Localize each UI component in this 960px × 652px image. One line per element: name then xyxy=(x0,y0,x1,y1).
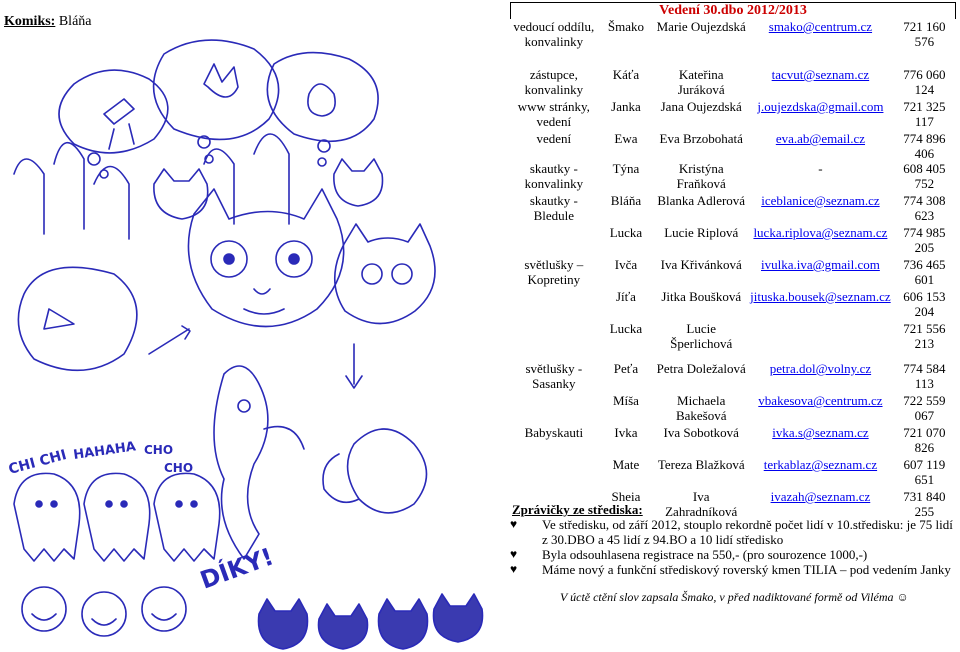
contact-email[interactable]: petra.dol@volny.cz xyxy=(769,361,872,376)
contact-nickname: Bláňa xyxy=(610,193,642,208)
contact-phone: 774 896 406 xyxy=(903,131,946,161)
contact-email[interactable]: ivka.s@seznam.cz xyxy=(772,425,869,440)
cat-body xyxy=(348,429,427,513)
contact-phone: 736 465 601 xyxy=(903,257,946,287)
contact-row xyxy=(510,193,956,225)
contact-role: Babyskauti xyxy=(524,425,584,440)
contact-phone: 721 325 117 xyxy=(903,99,946,129)
contact-row xyxy=(510,289,956,321)
contact-nickname: Peťa xyxy=(613,361,639,376)
ghost xyxy=(84,473,150,561)
news-title: Zprávičky ze střediska: xyxy=(512,502,643,517)
contact-nickname: Sheia xyxy=(611,489,641,504)
news-section xyxy=(512,502,956,577)
heart-icon: ♥ xyxy=(510,562,518,576)
contact-name: Eva Brzobohatá xyxy=(659,131,743,146)
contact-name: Michaela Bakešová xyxy=(675,393,727,423)
leadership-title: Vedení 30.dbo 2012/2013 xyxy=(510,2,956,19)
contact-nickname: Šmako xyxy=(607,19,645,34)
contact-email[interactable]: smako@centrum.cz xyxy=(768,19,873,34)
contact-nickname: Lucka xyxy=(609,225,643,240)
contact-role: světlušky – Kopretiny xyxy=(524,257,584,287)
ghost xyxy=(154,473,220,561)
contact-email[interactable]: jituska.bousek@seznam.cz xyxy=(750,289,891,304)
contact-nickname: Týna xyxy=(612,161,640,176)
contact-name: Jana Oujezdská xyxy=(660,99,742,114)
arrow xyxy=(346,344,362,388)
contact-row xyxy=(510,99,956,131)
contact-role: vedoucí oddílu, konvalinky xyxy=(513,19,595,49)
contact-name: Iva Sobotková xyxy=(663,425,739,440)
contact-role: www stránky, vedení xyxy=(517,99,590,129)
contact-phone: 776 060 124 xyxy=(903,67,946,97)
contact-phone: 721 160 576 xyxy=(903,19,946,49)
contact-row xyxy=(510,131,956,161)
contact-nickname: Káťa xyxy=(612,67,640,82)
cat-silhouette xyxy=(379,599,428,649)
comic-label xyxy=(4,14,92,30)
drawing-text: DÍKY! xyxy=(196,542,278,595)
contact-role xyxy=(510,457,598,489)
news-list xyxy=(512,517,956,577)
contact-role xyxy=(510,289,598,321)
contact-name: Lucie Šperlichová xyxy=(670,321,733,351)
cat-body xyxy=(214,366,268,559)
contact-email xyxy=(748,321,893,361)
news-item: ♥ Ve středisku, od září 2012, stouplo rekordně počet lidí v 10.středisku: je 75 lidí z 30.DBO a 45 lidí z 94.BO a 10 lidí středisko xyxy=(510,517,953,547)
contact-email[interactable]: eva.ab@email.cz xyxy=(775,131,866,146)
heart-icon: ♥ xyxy=(510,547,518,561)
arrow xyxy=(149,326,190,354)
contact-email[interactable]: lucka.riplova@seznam.cz xyxy=(753,225,888,240)
ghost xyxy=(14,473,80,561)
cat-silhouette xyxy=(259,599,308,649)
contact-email[interactable]: ivulka.iva@gmail.com xyxy=(761,257,880,272)
contact-email[interactable]: iceblanice@seznam.cz xyxy=(761,193,880,208)
contact-phone: 721 556 213 xyxy=(903,321,946,351)
thought-bubble xyxy=(267,53,378,142)
contact-row xyxy=(510,361,956,393)
contact-email: - xyxy=(818,161,823,176)
contact-name: Kristýna Fraňková xyxy=(676,161,726,191)
footer-note: V úctě ctění slov zapsala Šmako, v před nadiktované formě od Viléma ☺ xyxy=(560,590,909,604)
comic-drawing xyxy=(4,34,504,652)
contact-role xyxy=(510,393,598,425)
contact-phone: 722 559 067 xyxy=(903,393,946,423)
contact-row xyxy=(510,67,956,99)
drawing-text: CHO xyxy=(144,443,174,457)
contact-name: Kateřina Juráková xyxy=(677,67,725,97)
contact-phone: 607 119 651 xyxy=(903,457,946,487)
contact-name: Jitka Boušková xyxy=(661,289,742,304)
contact-name: Lucie Riplová xyxy=(664,225,739,240)
news-item: ♥ Byla odsouhlasena registrace na 550,- (pro sourozence 1000,-) xyxy=(510,547,868,562)
contact-nickname: Ivča xyxy=(614,257,638,272)
contact-phone: 606 153 204 xyxy=(903,289,946,319)
cat-head xyxy=(154,169,208,219)
contact-role: skautky - konvalinky xyxy=(524,161,584,191)
contact-phone: 721 070 826 xyxy=(903,425,946,455)
drawing-text: CHI CHI xyxy=(6,447,69,478)
thought-bubble xyxy=(59,70,168,153)
contact-name: Blanka Adlerová xyxy=(657,193,746,208)
contact-nickname: Mate xyxy=(612,457,640,472)
contact-row xyxy=(510,19,956,67)
contact-row xyxy=(510,225,956,257)
contact-phone: 774 308 623 xyxy=(903,193,946,223)
contact-role xyxy=(510,321,598,361)
contact-phone: 774 985 205 xyxy=(903,225,946,255)
contact-role xyxy=(510,225,598,257)
contact-phone: 608 405 752 xyxy=(903,161,946,191)
contact-email[interactable]: ivazah@seznam.cz xyxy=(770,489,871,504)
contact-name: Marie Oujezdská xyxy=(656,19,746,34)
contact-phone: 774 584 113 xyxy=(903,361,946,391)
contact-nickname: Ewa xyxy=(614,131,638,146)
contact-role: vedení xyxy=(536,131,572,146)
contact-email[interactable]: terkablaz@seznam.cz xyxy=(763,457,878,472)
cat-silhouette xyxy=(434,594,483,642)
contact-name: Iva Zahradníková xyxy=(665,489,738,519)
drawing-text: CHO xyxy=(164,461,194,475)
drawing-text: HAHAHA xyxy=(72,439,137,463)
contact-email[interactable]: j.oujezdska@gmail.com xyxy=(757,99,884,114)
contact-nickname: Míša xyxy=(612,393,639,408)
contact-name: Tereza Blažková xyxy=(657,457,745,472)
thought-bubble xyxy=(154,40,279,139)
contact-email[interactable]: tacvut@seznam.cz xyxy=(771,67,870,82)
contact-row xyxy=(510,457,956,489)
comic-label-key: Komiks: xyxy=(4,14,56,29)
contact-role: zástupce, konvalinky xyxy=(524,67,584,97)
comic-author: Bláňa xyxy=(58,14,92,29)
contact-row xyxy=(510,393,956,425)
contact-nickname: Lucka xyxy=(609,321,643,336)
contact-role: světlušky - Sasanky xyxy=(525,361,583,391)
cat-head xyxy=(334,159,383,206)
cat-head xyxy=(335,224,435,324)
cat-head xyxy=(18,267,136,370)
contact-nickname: Janka xyxy=(611,99,641,114)
contact-name: Petra Doležalová xyxy=(656,361,746,376)
contact-row xyxy=(510,257,956,289)
news-item: ♥ Máme nový a funkční střediskový roverský kmen TILIA – pod vedením Janky xyxy=(510,562,951,577)
contact-nickname: Jíťa xyxy=(615,289,636,304)
heart-icon: ♥ xyxy=(510,517,518,531)
contact-row xyxy=(510,161,956,193)
contacts-table xyxy=(510,19,956,521)
contact-role: skautky - Bledule xyxy=(529,193,578,223)
contact-phone: 731 840 255 xyxy=(903,489,946,519)
contact-row xyxy=(510,425,956,457)
contact-email[interactable]: vbakesova@centrum.cz xyxy=(758,393,883,408)
contact-name: Iva Křivánková xyxy=(660,257,742,272)
contact-row xyxy=(510,321,956,361)
contact-nickname: Ivka xyxy=(614,425,638,440)
cat-silhouette xyxy=(319,604,368,649)
